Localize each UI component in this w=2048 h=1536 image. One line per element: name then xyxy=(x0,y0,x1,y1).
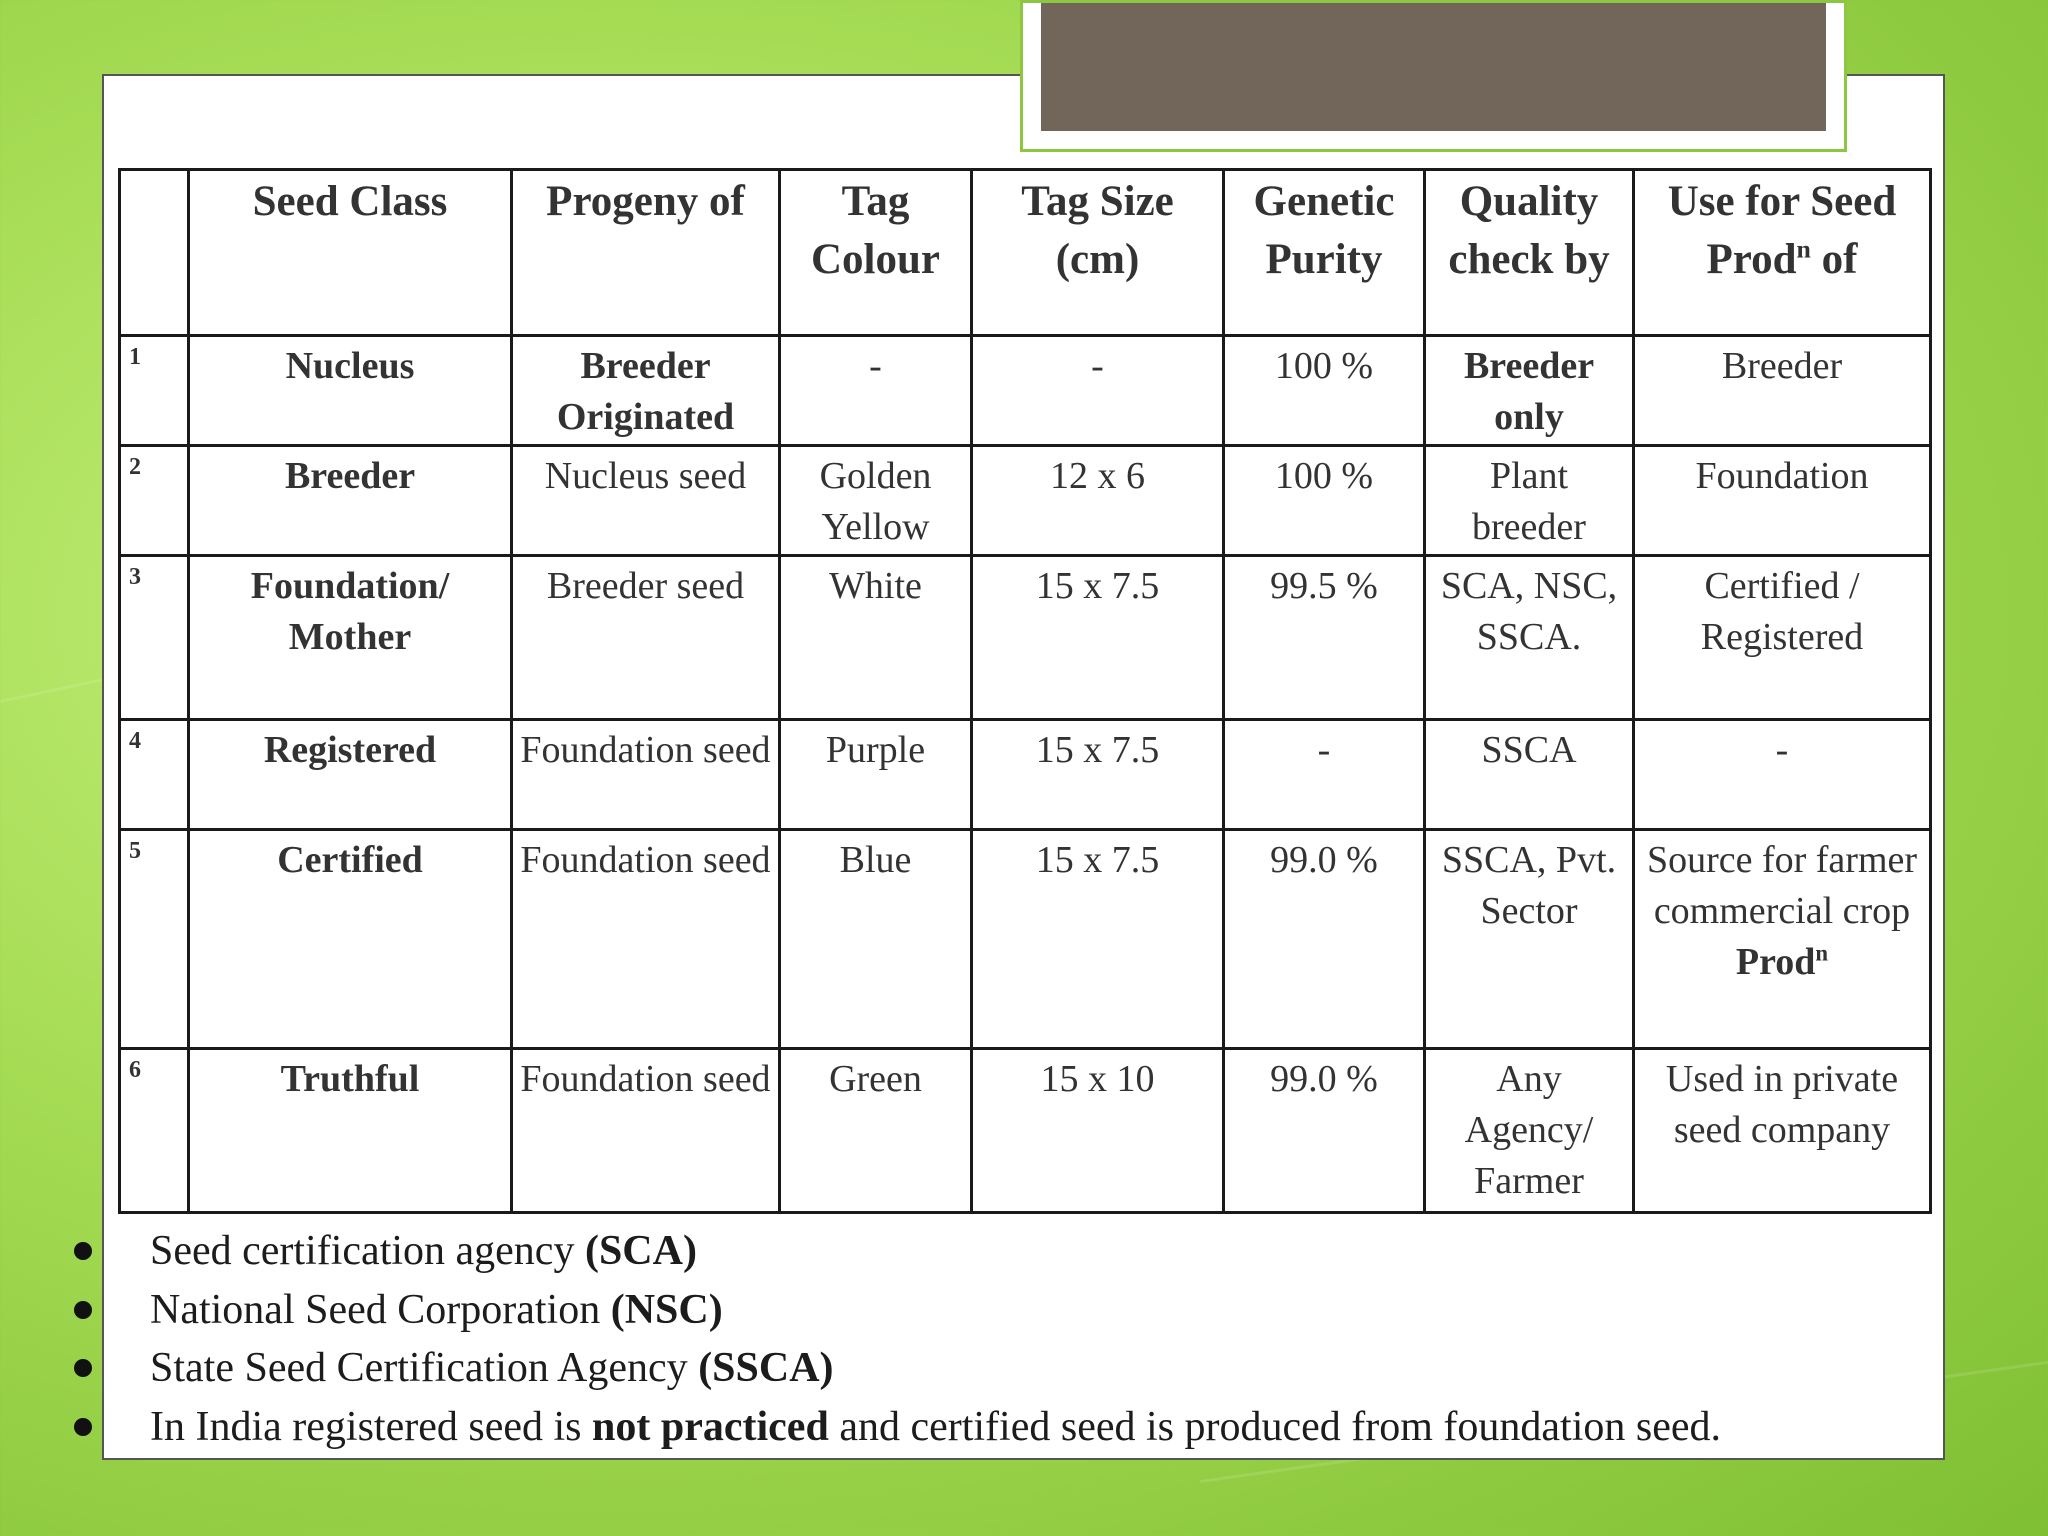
cell-progeny-of: Nucleus seed xyxy=(512,446,780,556)
cell-progeny-of: Foundation seed xyxy=(512,1049,780,1213)
cell-quality-check: SCA, NSC, SSCA. xyxy=(1425,556,1634,720)
header-use-for xyxy=(1634,170,1931,336)
cell-tag-colour: Green xyxy=(780,1049,972,1213)
cell-use-for-bold: Prod xyxy=(1735,941,1816,983)
table-row xyxy=(120,446,1931,556)
header-tag-size: Tag Size (cm) xyxy=(972,170,1224,336)
cell-seed-class: Truthful xyxy=(189,1049,512,1213)
cell-tag-colour: White xyxy=(780,556,972,720)
list-item xyxy=(70,1222,1970,1281)
cell-tag-size: 12 x 6 xyxy=(972,446,1224,556)
header-use-for-sup: n xyxy=(1796,234,1811,264)
cell-use-for-text: Source for farmer commercial crop xyxy=(1646,839,1918,932)
bullet-icon xyxy=(74,1301,92,1319)
cell-progeny-of: Foundation seed xyxy=(512,720,780,830)
notes-list xyxy=(70,1222,1970,1456)
note-bold: (SCA) xyxy=(584,1228,697,1274)
note-bold: (SSCA) xyxy=(698,1345,834,1391)
table-row xyxy=(120,720,1931,830)
note-text: State Seed Certification Agency xyxy=(150,1345,699,1391)
cell-tag-colour: - xyxy=(780,336,972,446)
cell-genetic-purity: 99.0 % xyxy=(1224,830,1425,1049)
table-row xyxy=(120,830,1931,1049)
header-tag-colour: Tag Colour xyxy=(780,170,972,336)
cell-seed-class: Nucleus xyxy=(189,336,512,446)
cell-use-for: Breeder xyxy=(1634,336,1931,446)
cell-quality-check: Breeder only xyxy=(1425,336,1634,446)
cell-genetic-purity: - xyxy=(1224,720,1425,830)
cell-seed-class: Foundation/ Mother xyxy=(189,556,512,720)
row-num: 6 xyxy=(120,1049,189,1213)
cell-seed-class: Certified xyxy=(189,830,512,1049)
cell-tag-colour: Golden Yellow xyxy=(780,446,972,556)
header-quality-check: Quality check by xyxy=(1425,170,1634,336)
cell-tag-size: 15 x 7.5 xyxy=(972,830,1224,1049)
row-num: 2 xyxy=(120,446,189,556)
header-num xyxy=(120,170,189,336)
title-placeholder-box xyxy=(1041,3,1826,131)
table-row xyxy=(120,1049,1931,1213)
cell-seed-class: Breeder xyxy=(189,446,512,556)
bullet-icon xyxy=(74,1242,92,1260)
cell-tag-colour: Blue xyxy=(780,830,972,1049)
title-frame xyxy=(1020,0,1847,152)
header-use-for-suffix: of xyxy=(1810,236,1858,283)
cell-seed-class: Registered xyxy=(189,720,512,830)
cell-tag-size: - xyxy=(972,336,1224,446)
cell-tag-colour: Purple xyxy=(780,720,972,830)
cell-use-for: Used in private seed company xyxy=(1634,1049,1931,1213)
cell-use-for: Foundation xyxy=(1634,446,1931,556)
table-header-row xyxy=(120,170,1931,336)
note-text: Seed certification agency xyxy=(150,1228,585,1274)
bullet-icon xyxy=(74,1418,92,1436)
cell-tag-size: 15 x 10 xyxy=(972,1049,1224,1213)
list-item xyxy=(70,1398,1970,1457)
note-text: In India registered seed is xyxy=(150,1403,593,1450)
list-item xyxy=(70,1339,1970,1398)
cell-genetic-purity: 99.5 % xyxy=(1224,556,1425,720)
cell-tag-size: 15 x 7.5 xyxy=(972,556,1224,720)
note-bold: not practiced xyxy=(592,1403,829,1450)
cell-use-for-sup: n xyxy=(1815,940,1829,966)
cell-quality-check: Any Agency/ Farmer xyxy=(1425,1049,1634,1213)
table-row xyxy=(120,556,1931,720)
cell-use-for: - xyxy=(1634,720,1931,830)
note-bold: (NSC) xyxy=(610,1286,723,1333)
cell-genetic-purity: 100 % xyxy=(1224,336,1425,446)
note-text: National Seed Corporation xyxy=(150,1286,611,1333)
cell-genetic-purity: 100 % xyxy=(1224,446,1425,556)
cell-progeny-of: Breeder Originated xyxy=(512,336,780,446)
row-num: 5 xyxy=(120,830,189,1049)
cell-use-for xyxy=(1634,830,1931,1049)
cell-genetic-purity: 99.0 % xyxy=(1224,1049,1425,1213)
list-item xyxy=(70,1281,1970,1340)
header-progeny-of: Progeny of xyxy=(512,170,780,336)
row-num: 4 xyxy=(120,720,189,830)
cell-progeny-of: Foundation seed xyxy=(512,830,780,1049)
cell-use-for: Certified / Registered xyxy=(1634,556,1931,720)
table-row xyxy=(120,336,1931,446)
bullet-icon xyxy=(74,1359,92,1377)
header-use-for-text: Use for Seed Prod xyxy=(1667,178,1897,283)
cell-quality-check: Plant breeder xyxy=(1425,446,1634,556)
cell-quality-check: SSCA, Pvt. Sector xyxy=(1425,830,1634,1049)
note-after: and certified seed is produced from foundation seed. xyxy=(828,1403,1722,1450)
cell-progeny-of: Breeder seed xyxy=(512,556,780,720)
row-num: 3 xyxy=(120,556,189,720)
header-genetic-purity: Genetic Purity xyxy=(1224,170,1425,336)
row-num: 1 xyxy=(120,336,189,446)
cell-quality-check: SSCA xyxy=(1425,720,1634,830)
cell-tag-size: 15 x 7.5 xyxy=(972,720,1224,830)
seed-class-table xyxy=(118,168,1932,1214)
header-seed-class: Seed Class xyxy=(189,170,512,336)
